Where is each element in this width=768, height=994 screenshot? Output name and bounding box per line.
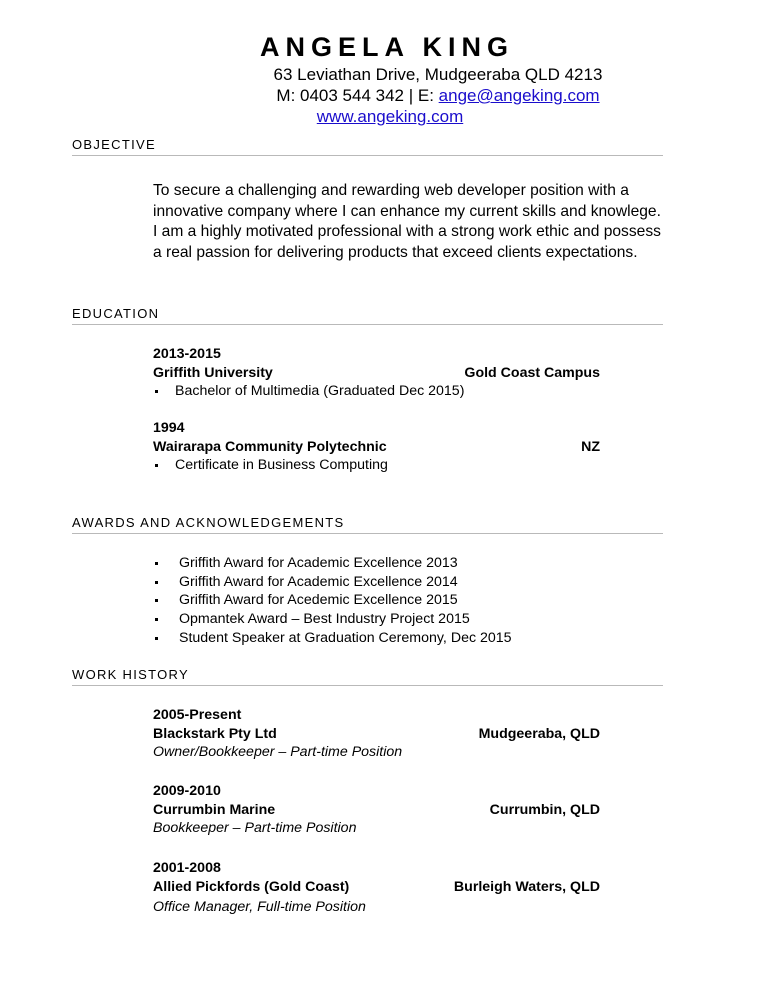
education-detail: Bachelor of Multimedia (Graduated Dec 2015) xyxy=(153,382,600,401)
section-title-awards: AWARDS AND ACKNOWLEDGEMENTS xyxy=(72,515,663,534)
work-entry xyxy=(153,859,600,917)
institution-location: NZ xyxy=(581,438,600,455)
education-row xyxy=(153,364,600,383)
company: Currumbin Marine xyxy=(153,801,276,818)
section-title-education: EDUCATION xyxy=(72,306,663,325)
work-row xyxy=(153,801,600,820)
education-entry xyxy=(153,419,600,475)
education-years: 1994 xyxy=(153,420,185,436)
work-role: Office Manager, Full-time Position xyxy=(153,899,366,915)
work-location: Currumbin, QLD xyxy=(489,801,600,818)
award-item: Student Speaker at Graduation Ceremony, Dec 2015 xyxy=(153,629,613,648)
institution: Wairarapa Community Polytechnic xyxy=(153,438,387,455)
section-title-work: WORK HISTORY xyxy=(72,667,663,686)
email-link[interactable]: ange@angeking.com xyxy=(438,86,600,105)
work-location: Mudgeeraba, QLD xyxy=(478,725,600,742)
company: Allied Pickfords (Gold Coast) xyxy=(153,878,350,895)
phone-text: M: 0403 544 342 | E: xyxy=(276,86,439,105)
work-years: 2005-Present xyxy=(153,707,242,723)
objective-text: To secure a challenging and rewarding web developer position with a innovative company where I can enhance my current skills and knowlege. I am a highly motivated professional with a strong work ethic and possess a real passion for delivering products that exceed clients expectations. xyxy=(153,182,661,261)
education-detail: Certificate in Business Computing xyxy=(153,456,600,475)
work-role: Bookkeeper – Part-time Position xyxy=(153,820,357,836)
work-years: 2009-2010 xyxy=(153,783,221,799)
award-item: Griffith Award for Acedemic Excellence 2015 xyxy=(153,591,613,610)
section-title-objective: OBJECTIVE xyxy=(72,137,663,156)
work-row xyxy=(153,878,600,897)
work-entry xyxy=(153,706,600,762)
candidate-name: ANGELA KING xyxy=(260,32,514,62)
work-years: 2001-2008 xyxy=(153,860,221,876)
resume-header xyxy=(0,30,768,127)
work-location: Burleigh Waters, QLD xyxy=(453,878,600,895)
company: Blackstark Pty Ltd xyxy=(153,725,277,742)
education-entry xyxy=(153,345,600,401)
education-years: 2013-2015 xyxy=(153,346,221,362)
award-item: Griffith Award for Academic Excellence 2013 xyxy=(153,554,613,573)
address: 63 Leviathan Drive, Mudgeeraba QLD 4213 xyxy=(273,65,603,84)
award-item: Opmantek Award – Best Industry Project 2015 xyxy=(153,610,613,629)
work-row xyxy=(153,725,600,744)
education-row xyxy=(153,438,600,457)
work-entry xyxy=(153,782,600,838)
website-link[interactable]: www.angeking.com xyxy=(316,107,464,126)
awards-list xyxy=(153,554,613,648)
award-item: Griffith Award for Academic Excellence 2014 xyxy=(153,573,613,592)
institution-location: Gold Coast Campus xyxy=(464,364,600,381)
work-role: Owner/Bookkeeper – Part-time Position xyxy=(153,744,403,760)
institution: Griffith University xyxy=(153,364,273,381)
contact-line xyxy=(0,85,768,106)
website-line xyxy=(0,106,768,127)
